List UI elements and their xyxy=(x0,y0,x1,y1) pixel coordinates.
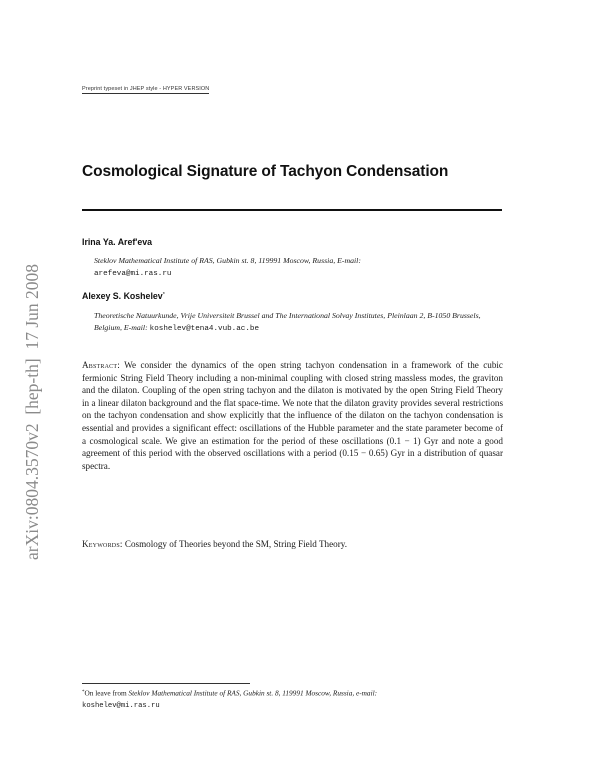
footnote-email[interactable]: koshelev@mi.ras.ru xyxy=(82,702,160,710)
keywords xyxy=(82,538,503,551)
arxiv-id: arXiv:0804.3570v2 [hep-th] 17 Jun 2008 xyxy=(22,263,42,560)
title-rule xyxy=(82,209,502,211)
author-email[interactable]: arefeva@mi.ras.ru xyxy=(94,270,172,278)
paper-title: Cosmological Signature of Tachyon Condensation xyxy=(82,163,449,180)
author-name-text: Irina Ya. Aref'eva xyxy=(82,237,153,247)
preprint-note: Preprint typeset in JHEP style - HYPER VERSION xyxy=(82,86,210,92)
author-email[interactable]: koshelev@tena4.vub.ac.be xyxy=(149,325,260,333)
footnote xyxy=(82,687,507,713)
footnote-rule xyxy=(82,683,250,684)
arxiv-stamp xyxy=(16,200,46,560)
author-name-text: Alexey S. Koshelev xyxy=(82,291,163,301)
abstract xyxy=(82,359,503,472)
keywords-text: Cosmology of Theories beyond the SM, String Field Theory. xyxy=(124,539,347,549)
footnote-marker[interactable]: * xyxy=(162,292,165,298)
author-name xyxy=(82,237,152,247)
keywords-label: Keywords: xyxy=(82,539,123,549)
author-name xyxy=(82,291,165,301)
footnote-prefix: On leave from xyxy=(84,688,129,698)
affiliation-text: Steklov Mathematical Institute of RAS, Gubkin st. 8, 119991 Moscow, Russia, E-mail: xyxy=(94,256,361,265)
footnote-marker: * xyxy=(82,690,85,695)
author-affiliation xyxy=(94,310,504,335)
abstract-text: We consider the dynamics of the open string tachyon condensation in a framework of the cubic fermionic String Field Theory including a non-minimal coupling with closed string massless modes, the graviton and the dilaton. Coupling of the open string tachyon and the dilaton is motivated by the open String Field Theory in a linear dilaton background and the flat space-time. We note that the dilaton gravity provides several restrictions on the tachyon condensation and show explicitly that the influence of the dilaton on the tachyon condensation is essential and provides a significant effect: oscillations of the Hubble parameter and the state parameter become of a cosmological scale. We give an estimation for the period of these oscillations (0.1 − 1) Gyr and note a good agreement of this period with the observed oscillations with a period (0.15 − 0.65) Gyr in a distribution of quasar spectra. xyxy=(82,360,503,471)
affiliation-text: Theoretische Natuurkunde, Vrije Universiteit Brussel and The International Solvay Institutes, Pleinlaan 2, B-1050 Brussels, Belgium, E-mail: xyxy=(94,311,481,332)
abstract-label: Abstract: xyxy=(82,360,120,370)
author-affiliation xyxy=(94,255,504,280)
footnote-institution: Steklov Mathematical Institute of RAS, Gubkin st. 8, 119991 Moscow, Russia, e-mail: xyxy=(128,688,378,698)
